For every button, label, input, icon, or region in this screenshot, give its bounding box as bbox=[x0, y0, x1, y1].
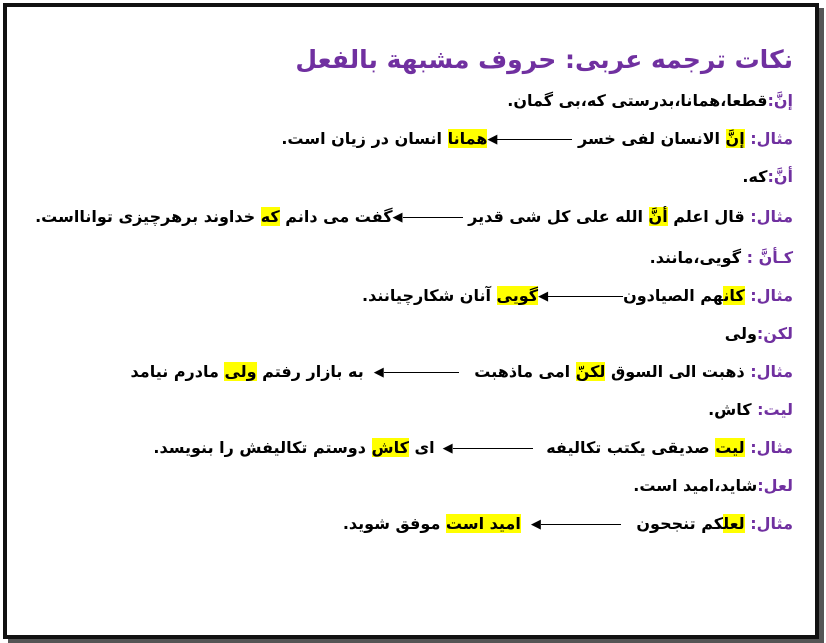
persian-highlight: همانا bbox=[447, 129, 488, 148]
example-layta bbox=[25, 436, 793, 459]
definition-inna bbox=[25, 89, 793, 112]
persian-text: دوستم تکالیفش را بنویسد. bbox=[153, 438, 372, 457]
persian-text-pre: ای bbox=[408, 438, 435, 457]
persian-text: انسان در زیان است. bbox=[281, 129, 448, 148]
meaning: کاش. bbox=[708, 400, 752, 419]
keyword: لیت: bbox=[757, 400, 793, 419]
persian-text: خداوند برهرچیزی توانااست. bbox=[35, 207, 261, 226]
document-frame bbox=[3, 3, 819, 639]
arabic-text-pre: قال اعلم bbox=[667, 207, 745, 226]
example-label: مثال: bbox=[750, 362, 793, 381]
example-kaanna bbox=[25, 284, 793, 307]
persian-text: آنان شکارچیانند. bbox=[362, 286, 497, 305]
persian-highlight: کاش bbox=[371, 438, 409, 457]
definition-lakin bbox=[25, 322, 793, 345]
example-lakin bbox=[25, 360, 793, 383]
arrow-icon: ◀ bbox=[487, 127, 572, 150]
arabic-text: الله علی کل شی قدیر bbox=[468, 207, 649, 226]
meaning: قطعا،همانا،بدرستی که،بی گمان. bbox=[507, 91, 768, 110]
example-laalla bbox=[25, 512, 793, 535]
page-title: نکات ترجمه عربی: حروف مشبهة بالفعل bbox=[295, 45, 793, 74]
persian-text: مادرم نیامد bbox=[130, 362, 225, 381]
arabic-highlight: إنَّ bbox=[725, 129, 745, 148]
persian-highlight: امید است bbox=[445, 514, 521, 533]
persian-highlight: گویی bbox=[496, 286, 539, 305]
arabic-text-pre: ذهبت الی السوق bbox=[605, 362, 745, 381]
persian-text-pre: گفت می دانم bbox=[279, 207, 393, 226]
content bbox=[25, 43, 793, 550]
meaning: گویی،مانند. bbox=[649, 248, 742, 267]
example-label: مثال: bbox=[750, 438, 793, 457]
arrow-icon: ◀ bbox=[443, 436, 533, 459]
arabic-highlight: لکنّ bbox=[575, 362, 606, 381]
arabic-highlight: کان bbox=[723, 286, 745, 305]
meaning: که. bbox=[742, 167, 768, 186]
arabic-text: هم الصیادون bbox=[623, 286, 724, 305]
example-inna bbox=[25, 127, 793, 150]
meaning: ولی bbox=[724, 324, 757, 343]
arrow-icon: ◀ bbox=[374, 360, 459, 383]
arabic-text: کم تنجحون bbox=[636, 514, 724, 533]
definition-layta bbox=[25, 398, 793, 421]
keyword: إنَّ: bbox=[767, 91, 793, 110]
definition-anna bbox=[25, 165, 793, 188]
persian-highlight: که bbox=[260, 207, 280, 226]
arrow-icon: ◀ bbox=[531, 512, 621, 535]
arabic-highlight: لیت bbox=[715, 438, 745, 457]
example-label: مثال: bbox=[750, 129, 793, 148]
keyword: لکن: bbox=[756, 324, 793, 343]
persian-text: موفق شوید. bbox=[342, 514, 446, 533]
example-anna bbox=[25, 203, 793, 231]
definition-kaanna bbox=[25, 246, 793, 269]
arabic-highlight: لعل bbox=[723, 514, 745, 533]
keyword: أنَّ: bbox=[767, 167, 793, 186]
arabic-highlight: أنَّ bbox=[648, 207, 668, 226]
example-label: مثال: bbox=[750, 207, 793, 226]
arabic-text: امی ماذهبت bbox=[474, 362, 576, 381]
arrow-icon: ◀ bbox=[393, 203, 463, 231]
arabic-text: الانسان لفی خسر bbox=[578, 129, 726, 148]
arrow-icon: ◀ bbox=[538, 284, 623, 307]
keyword: لعل: bbox=[757, 476, 793, 495]
example-label: مثال: bbox=[750, 286, 793, 305]
example-label: مثال: bbox=[750, 514, 793, 533]
definition-laalla bbox=[25, 474, 793, 497]
persian-text-pre: به بازار رفتم bbox=[256, 362, 364, 381]
arabic-text: صدیقی یکتب تکالیفه bbox=[546, 438, 716, 457]
keyword: کـأنَّ : bbox=[746, 248, 793, 267]
meaning: شاید،امید است. bbox=[633, 476, 758, 495]
persian-highlight: ولی bbox=[224, 362, 257, 381]
